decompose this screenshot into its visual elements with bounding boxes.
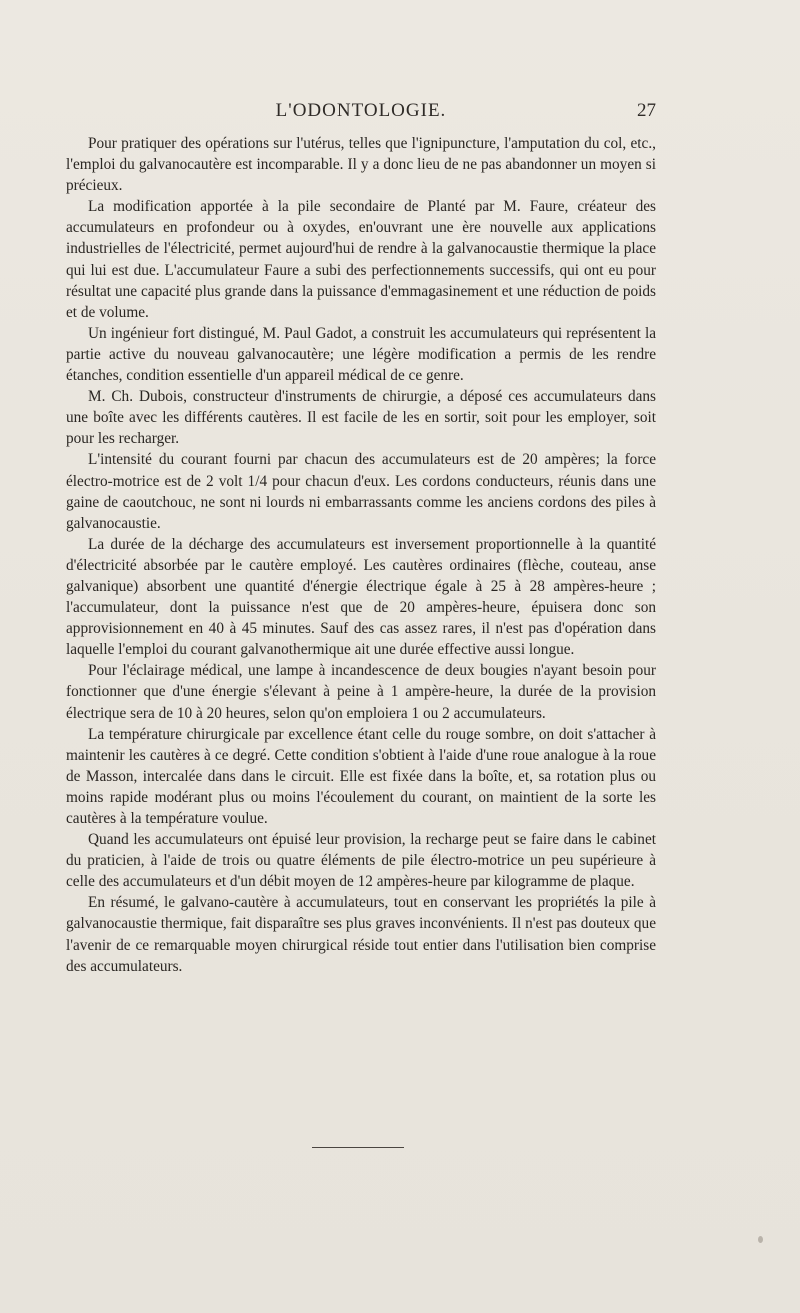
paragraph: La modification apportée à la pile secondaire de Planté par M. Faure, créateur des accumulateurs en profondeur ou à oxydes, en'ouvrant une ère nouvelle aux applications industrielles de l'électricité, permet aujourd'hui de rendre à la galvanocaustie thermique la place qui lui est due. L'accumulateur Faure a subi des perfectionnements successifs, qui ont eu pour résultat une capacité plus grande dans la puissance d'emmagasinement et une réduction de poids et de volume. <box>66 198 656 321</box>
end-rule <box>312 1147 404 1148</box>
paragraph: L'intensité du courant fourni par chacun des accumulateurs est de 20 ampères; la force électro-motrice est de 2 volt 1/4 pour chacun d'eux. Les cordons conducteurs, réunis dans une gaine de caoutchouc, ne sont ni lourds ni embarrassants comme les anciens cordons des piles à galvanocaustie. <box>66 451 656 532</box>
paragraph: M. Ch. Dubois, constructeur d'instruments de chirurgie, a déposé ces accumulateurs dans une boîte avec les différents cautères. Il est facile de les en sortir, soit pour les employer, soit pour les recharger. <box>66 388 656 448</box>
paragraph: La durée de la décharge des accumulateurs est inversement proportionnelle à la quantité d'électricité absorbée par le cautère employé. Les cautères ordinaires (flèche, couteau, anse galvanique) absorbent une quantité d'énergie électrique égale à 25 à 28 ampères-heure ; l'accumulateur, dont la puissance n'est que de 20 ampères-heure, épuisera donc son approvisionnement en 40 à 45 minutes. Sauf des cas assez rares, il n'est pas d'opération dans laquelle l'emploi du courant galvanothermique ait une durée effective aussi longue. <box>66 535 656 659</box>
paragraph: La température chirurgicale par excellence étant celle du rouge sombre, on doit s'attacher à maintenir les cautères à ce degré. Cette condition s'obtient à l'aide d'une roue analogue à la roue de Masson, intercalée dans dans le circuit. Elle est fixée dans la boîte, et, sa rotation plus ou moins rapide modérant plus ou moins l'écoulement du courant, on maintient de la sorte les cautères à la température voulue. <box>66 725 656 827</box>
page-header <box>66 100 656 128</box>
running-title: L'ODONTOLOGIE. <box>275 100 447 121</box>
paragraph: Un ingénieur fort distingué, M. Paul Gadot, a construit les accumulateurs qui représentent la partie active du nouveau galvanocautère; une légère modification a permis de les rendre étanches, condition essentielle d'un appareil médical de ce genre. <box>66 324 656 385</box>
paragraph: Pour l'éclairage médical, une lampe à incandescence de deux bougies n'ayant besoin pour fonctionner que d'une énergie s'élevant à peine à 1 ampère-heure, la durée de la provision électrique sera de 10 à 20 heures, selon qu'on emploiera 1 ou 2 accumulateurs. <box>66 662 656 722</box>
paper-speck <box>758 1236 763 1243</box>
paragraph: En résumé, le galvano-cautère à accumulateurs, tout en conservant les propriétés la pile à galvanocaustie thermique, fait disparaître ses plus graves inconvénients. Il n'est pas douteux que l'avenir de ce remarquable moyen chirurgical réside tout entier dans l'utilisation bien comprise des accumulateurs. <box>66 894 656 975</box>
article-body <box>66 133 656 977</box>
paragraph: Pour pratiquer des opérations sur l'utérus, telles que l'ignipuncture, l'amputation du col, etc., l'emploi du galvanocautère est incomparable. Il y a donc lieu de ne pas abandonner un moyen si précieux. <box>66 135 656 195</box>
paragraph: Quand les accumulateurs ont épuisé leur provision, la recharge peut se faire dans le cabinet du praticien, à l'aide de trois ou quatre éléments de pile électro-motrice un peu supérieure à celle des accumulateurs et d'un débit moyen de 12 ampères-heure par kilogramme de plaque. <box>66 831 656 891</box>
page-number: 27 <box>637 100 656 121</box>
